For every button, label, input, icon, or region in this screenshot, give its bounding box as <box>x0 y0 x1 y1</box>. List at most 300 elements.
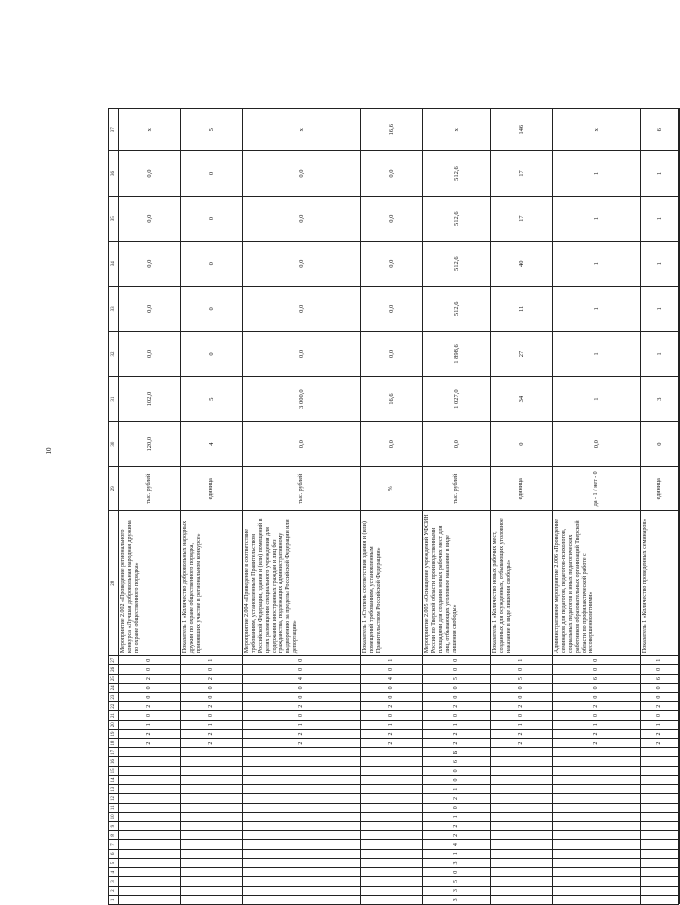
code-cell <box>119 868 181 877</box>
column-number: 1 <box>109 895 119 904</box>
value-cell: 0 <box>181 286 243 331</box>
code-cell <box>181 757 243 766</box>
column-number: 3 <box>109 877 119 886</box>
value-cell: 16,6 <box>361 109 423 151</box>
code-cell <box>243 803 361 812</box>
code-cell <box>181 895 243 904</box>
code-cell <box>491 858 553 867</box>
empty-cell <box>679 331 680 376</box>
code-cell <box>243 895 361 904</box>
code-cell <box>491 812 553 821</box>
empty-cell <box>679 766 680 775</box>
column-number: 5 <box>109 858 119 867</box>
value-cell: 0,0 <box>361 196 423 241</box>
empty-cell <box>679 812 680 821</box>
code-cell: 0 <box>243 683 361 692</box>
unit-cell: да - 1 / нет - 0 <box>553 467 641 511</box>
value-cell: 0 <box>641 422 679 467</box>
empty-cell <box>679 377 680 422</box>
code-cell <box>553 895 641 904</box>
value-cell: 0,0 <box>119 241 181 286</box>
column-number: 37 <box>109 109 119 151</box>
code-cell: 0 <box>423 766 491 775</box>
column-number: 32 <box>109 331 119 376</box>
code-cell <box>491 840 553 849</box>
column-number: 24 <box>109 683 119 692</box>
code-cell: 1 <box>641 720 679 729</box>
code-cell: 5 <box>423 674 491 683</box>
code-cell <box>553 831 641 840</box>
value-cell: 1 027,0 <box>423 377 491 422</box>
value-cell: 5 <box>181 109 243 151</box>
value-cell: 0 <box>181 151 243 196</box>
column-number: 15 <box>109 766 119 775</box>
code-cell: 2 <box>119 674 181 683</box>
code-cell: 5 <box>491 674 553 683</box>
value-cell: 512,6 <box>423 196 491 241</box>
empty-cell <box>679 785 680 794</box>
value-cell: х <box>553 109 641 151</box>
column-number: 8 <box>109 831 119 840</box>
code-cell: 2 <box>423 739 491 748</box>
value-cell: 1 <box>641 331 679 376</box>
empty-cell <box>679 868 680 877</box>
value-cell: 512,6 <box>423 151 491 196</box>
empty-cell <box>679 286 680 331</box>
code-cell <box>181 849 243 858</box>
code-cell <box>553 868 641 877</box>
value-cell: 27 <box>491 331 553 376</box>
code-cell: 0 <box>423 868 491 877</box>
column-number: 28 <box>109 511 119 656</box>
code-cell: 1 <box>641 656 679 665</box>
code-cell <box>491 877 553 886</box>
column-number: 14 <box>109 775 119 784</box>
code-cell <box>119 794 181 803</box>
code-cell <box>553 849 641 858</box>
column-number: 13 <box>109 785 119 794</box>
code-cell <box>553 812 641 821</box>
code-cell <box>491 785 553 794</box>
code-cell <box>491 822 553 831</box>
code-cell <box>119 785 181 794</box>
column-number: 23 <box>109 692 119 701</box>
value-cell: 5 <box>181 377 243 422</box>
column-number-row <box>109 109 119 905</box>
unit-cell: единица <box>641 467 679 511</box>
code-cell: 2 <box>491 739 553 748</box>
code-cell <box>181 803 243 812</box>
code-cell <box>243 868 361 877</box>
value-cell: 40 <box>491 241 553 286</box>
code-cell <box>119 858 181 867</box>
code-cell <box>119 812 181 821</box>
code-cell <box>553 748 641 757</box>
code-cell <box>243 766 361 775</box>
unit-cell: % <box>361 467 423 511</box>
code-cell: 2 <box>641 702 679 711</box>
code-cell: 0 <box>423 711 491 720</box>
empty-cell <box>679 720 680 729</box>
value-cell: 120,0 <box>119 422 181 467</box>
code-cell <box>491 831 553 840</box>
value-cell: 0,0 <box>361 331 423 376</box>
code-cell <box>181 877 243 886</box>
description-cell: Показатель 1 «Количество добровольных народных дружин по охране общественного порядка, принявших участие в региональном конкурсе» <box>181 511 243 656</box>
column-number: 34 <box>109 241 119 286</box>
column-number: 36 <box>109 151 119 196</box>
code-cell <box>491 766 553 775</box>
code-cell: 2 <box>491 729 553 738</box>
value-cell: 0,0 <box>243 286 361 331</box>
code-cell <box>491 757 553 766</box>
code-cell: 0 <box>491 692 553 701</box>
code-cell: 1 <box>423 785 491 794</box>
value-cell: 17 <box>491 151 553 196</box>
table-row <box>119 109 181 905</box>
value-cell: 0,0 <box>243 331 361 376</box>
code-cell <box>243 840 361 849</box>
code-cell <box>119 886 181 895</box>
empty-cell <box>679 683 680 692</box>
column-number: 30 <box>109 422 119 467</box>
code-cell <box>641 858 679 867</box>
column-number: 31 <box>109 377 119 422</box>
code-cell <box>641 766 679 775</box>
code-cell <box>361 757 423 766</box>
value-cell: 0,0 <box>243 151 361 196</box>
code-cell <box>181 794 243 803</box>
code-cell <box>491 895 553 904</box>
description-cell: Показатель 1 «Количество новых рабочих мест, созданных для осужденных, отбывающих уголовное наказание в виде лишения свободы» <box>491 511 553 656</box>
value-cell: 3 000,0 <box>243 377 361 422</box>
code-cell <box>181 766 243 775</box>
code-cell <box>361 794 423 803</box>
code-cell: 2 <box>491 702 553 711</box>
value-cell: 11 <box>491 286 553 331</box>
empty-cell <box>679 692 680 701</box>
empty-cell <box>679 196 680 241</box>
code-cell: 0 <box>119 683 181 692</box>
code-cell: 2 <box>181 739 243 748</box>
value-cell: 1 <box>641 196 679 241</box>
code-cell: 0 <box>641 665 679 674</box>
value-cell: 1 <box>553 196 641 241</box>
code-cell <box>361 849 423 858</box>
unit-cell: тыс. рублей <box>119 467 181 511</box>
code-cell: 0 <box>423 665 491 674</box>
code-cell: Б <box>423 748 491 757</box>
code-cell: 0 <box>641 683 679 692</box>
column-number: 10 <box>109 812 119 821</box>
code-cell: 2 <box>361 739 423 748</box>
code-cell <box>119 803 181 812</box>
code-cell: 2 <box>553 739 641 748</box>
code-cell <box>491 775 553 784</box>
code-cell: 0 <box>641 692 679 701</box>
column-number: 35 <box>109 196 119 241</box>
value-cell: 0,0 <box>243 422 361 467</box>
value-cell: 1 <box>553 241 641 286</box>
table-row <box>361 109 423 905</box>
code-cell: 2 <box>243 702 361 711</box>
table-row <box>181 109 243 905</box>
code-cell: 6 <box>641 674 679 683</box>
code-cell <box>119 840 181 849</box>
empty-cell <box>679 151 680 196</box>
column-number: 7 <box>109 840 119 849</box>
value-cell: 0 <box>491 422 553 467</box>
value-cell: 34 <box>491 377 553 422</box>
column-number: 21 <box>109 711 119 720</box>
code-cell: 1 <box>361 656 423 665</box>
code-cell: 5 <box>423 877 491 886</box>
column-number: 20 <box>109 720 119 729</box>
code-cell: 0 <box>553 665 641 674</box>
unit-cell: единица <box>491 467 553 511</box>
code-cell: 6 <box>423 757 491 766</box>
value-cell: х <box>119 109 181 151</box>
code-cell: 1 <box>243 720 361 729</box>
column-number: 22 <box>109 702 119 711</box>
value-cell: 0,0 <box>119 331 181 376</box>
code-cell <box>361 895 423 904</box>
code-cell: 0 <box>553 656 641 665</box>
value-cell: 512,6 <box>423 241 491 286</box>
code-cell: 4 <box>243 674 361 683</box>
column-number: 2 <box>109 886 119 895</box>
code-cell: 0 <box>361 665 423 674</box>
code-cell: 2 <box>423 831 491 840</box>
value-cell: 1 <box>553 286 641 331</box>
value-cell: 102,0 <box>119 377 181 422</box>
empty-cell <box>679 757 680 766</box>
code-cell <box>641 794 679 803</box>
code-cell <box>361 785 423 794</box>
code-cell <box>119 775 181 784</box>
code-cell: 2 <box>641 739 679 748</box>
value-cell: 0,0 <box>553 422 641 467</box>
empty-cell <box>679 422 680 467</box>
code-cell <box>641 840 679 849</box>
code-cell: 2 <box>361 702 423 711</box>
empty-cell <box>679 840 680 849</box>
code-cell: 2 <box>423 794 491 803</box>
code-cell: 0 <box>423 656 491 665</box>
code-cell <box>243 748 361 757</box>
code-cell <box>641 803 679 812</box>
code-cell: 3 <box>423 858 491 867</box>
code-cell: 0 <box>243 665 361 674</box>
code-cell <box>553 775 641 784</box>
code-cell: 1 <box>423 720 491 729</box>
code-cell <box>641 812 679 821</box>
code-cell <box>361 803 423 812</box>
code-cell <box>119 895 181 904</box>
value-cell: 0,0 <box>119 196 181 241</box>
empty-cell <box>679 241 680 286</box>
column-number: 17 <box>109 748 119 757</box>
description-cell: Административное мероприятие 2.006 «Проведение семинаров для педагогов, педагогов-психологов, социальных педагогов и иных педагогических работников образовательных организаций Тверской области по профилактической работе с несовершеннолетними» <box>553 511 641 656</box>
column-number: 18 <box>109 739 119 748</box>
code-cell: 0 <box>181 711 243 720</box>
code-cell: 1 <box>119 720 181 729</box>
value-cell: 4 <box>181 422 243 467</box>
code-cell: 0 <box>491 683 553 692</box>
empty-cell <box>679 794 680 803</box>
code-cell: 2 <box>119 702 181 711</box>
code-cell <box>361 831 423 840</box>
code-cell <box>243 812 361 821</box>
value-cell: 3 <box>641 377 679 422</box>
unit-cell: тыс. рублей <box>423 467 491 511</box>
code-cell <box>641 895 679 904</box>
column-number: 26 <box>109 665 119 674</box>
empty-cell <box>679 656 680 665</box>
code-cell <box>361 748 423 757</box>
column-number: 6 <box>109 849 119 858</box>
code-cell <box>119 822 181 831</box>
unit-cell: единица <box>181 467 243 511</box>
code-cell: 0 <box>243 656 361 665</box>
empty-cell <box>679 729 680 738</box>
code-cell: 1 <box>553 720 641 729</box>
code-cell: 0 <box>119 665 181 674</box>
value-cell: 0,0 <box>119 286 181 331</box>
value-cell: 0,0 <box>423 422 491 467</box>
code-cell <box>641 831 679 840</box>
value-cell: 0,0 <box>361 151 423 196</box>
code-cell <box>553 757 641 766</box>
value-cell: 17 <box>491 196 553 241</box>
empty-cell <box>679 877 680 886</box>
code-cell <box>243 757 361 766</box>
code-cell <box>641 868 679 877</box>
code-cell: 2 <box>119 739 181 748</box>
code-cell <box>553 794 641 803</box>
code-cell: 0 <box>361 683 423 692</box>
value-cell: 6 <box>641 109 679 151</box>
code-cell: 2 <box>243 729 361 738</box>
code-cell: 2 <box>119 729 181 738</box>
empty-cell <box>679 858 680 867</box>
empty-cell <box>679 849 680 858</box>
page-number: 10 <box>45 447 53 455</box>
code-cell <box>491 868 553 877</box>
code-cell: 2 <box>553 729 641 738</box>
code-cell: 0 <box>181 665 243 674</box>
code-cell <box>491 794 553 803</box>
code-cell: 0 <box>553 692 641 701</box>
empty-cell <box>679 822 680 831</box>
code-cell: 4 <box>361 674 423 683</box>
code-cell <box>553 803 641 812</box>
code-cell: 0 <box>423 803 491 812</box>
code-cell: 2 <box>423 822 491 831</box>
code-cell <box>181 822 243 831</box>
empty-row <box>679 109 680 905</box>
code-cell <box>641 785 679 794</box>
value-cell: 512,6 <box>423 286 491 331</box>
code-cell <box>181 868 243 877</box>
empty-cell <box>679 702 680 711</box>
code-cell <box>361 877 423 886</box>
empty-cell <box>679 803 680 812</box>
value-cell: 1 <box>641 286 679 331</box>
code-cell <box>361 822 423 831</box>
value-cell: 0,0 <box>243 241 361 286</box>
empty-cell <box>679 886 680 895</box>
code-cell <box>553 822 641 831</box>
column-number: 12 <box>109 794 119 803</box>
value-cell: 0,0 <box>361 422 423 467</box>
empty-cell <box>679 467 680 511</box>
code-cell: 0 <box>243 692 361 701</box>
code-cell <box>181 858 243 867</box>
code-cell <box>553 858 641 867</box>
code-cell <box>553 877 641 886</box>
code-cell <box>119 831 181 840</box>
column-number: 4 <box>109 868 119 877</box>
code-cell <box>243 886 361 895</box>
value-cell: х <box>243 109 361 151</box>
program-table <box>108 108 680 905</box>
code-cell <box>181 812 243 821</box>
code-cell <box>491 849 553 858</box>
description-cell: Мероприятие 2.005 «Оснащение учреждений УФСИН России по Тверской области производственными площадями для создания новых рабочих мест для лиц, отбывающих уголовное наказание в виде лишения свободы» <box>423 511 491 656</box>
code-cell: 1 <box>181 656 243 665</box>
code-cell: 0 <box>423 692 491 701</box>
code-cell: 0 <box>641 711 679 720</box>
table-row <box>553 109 641 905</box>
code-cell <box>119 849 181 858</box>
code-cell <box>553 785 641 794</box>
value-cell: 1 <box>641 241 679 286</box>
value-cell: х <box>423 109 491 151</box>
code-cell: 2 <box>553 702 641 711</box>
description-cell: Показатель 1 «Количество проведенных семинаров» <box>641 511 679 656</box>
code-cell <box>119 877 181 886</box>
table-row <box>491 109 553 905</box>
column-number: 25 <box>109 674 119 683</box>
value-cell: 1 898,6 <box>423 331 491 376</box>
code-cell: 0 <box>553 683 641 692</box>
value-cell: 0 <box>181 196 243 241</box>
code-cell: 2 <box>181 702 243 711</box>
code-cell <box>181 840 243 849</box>
code-cell <box>361 886 423 895</box>
code-cell: 0 <box>491 711 553 720</box>
value-cell: 16,6 <box>361 377 423 422</box>
empty-cell <box>679 831 680 840</box>
value-cell: 1 <box>553 151 641 196</box>
value-cell: 0 <box>181 331 243 376</box>
code-cell: 0 <box>553 711 641 720</box>
code-cell <box>243 775 361 784</box>
value-cell: 0,0 <box>119 151 181 196</box>
code-cell <box>491 803 553 812</box>
code-cell <box>119 748 181 757</box>
code-cell <box>553 840 641 849</box>
code-cell: 2 <box>181 729 243 738</box>
value-cell: 0,0 <box>243 196 361 241</box>
code-cell: 1 <box>361 720 423 729</box>
code-cell <box>181 886 243 895</box>
code-cell <box>181 831 243 840</box>
code-cell: 3 <box>423 886 491 895</box>
code-cell <box>491 886 553 895</box>
empty-cell <box>679 674 680 683</box>
